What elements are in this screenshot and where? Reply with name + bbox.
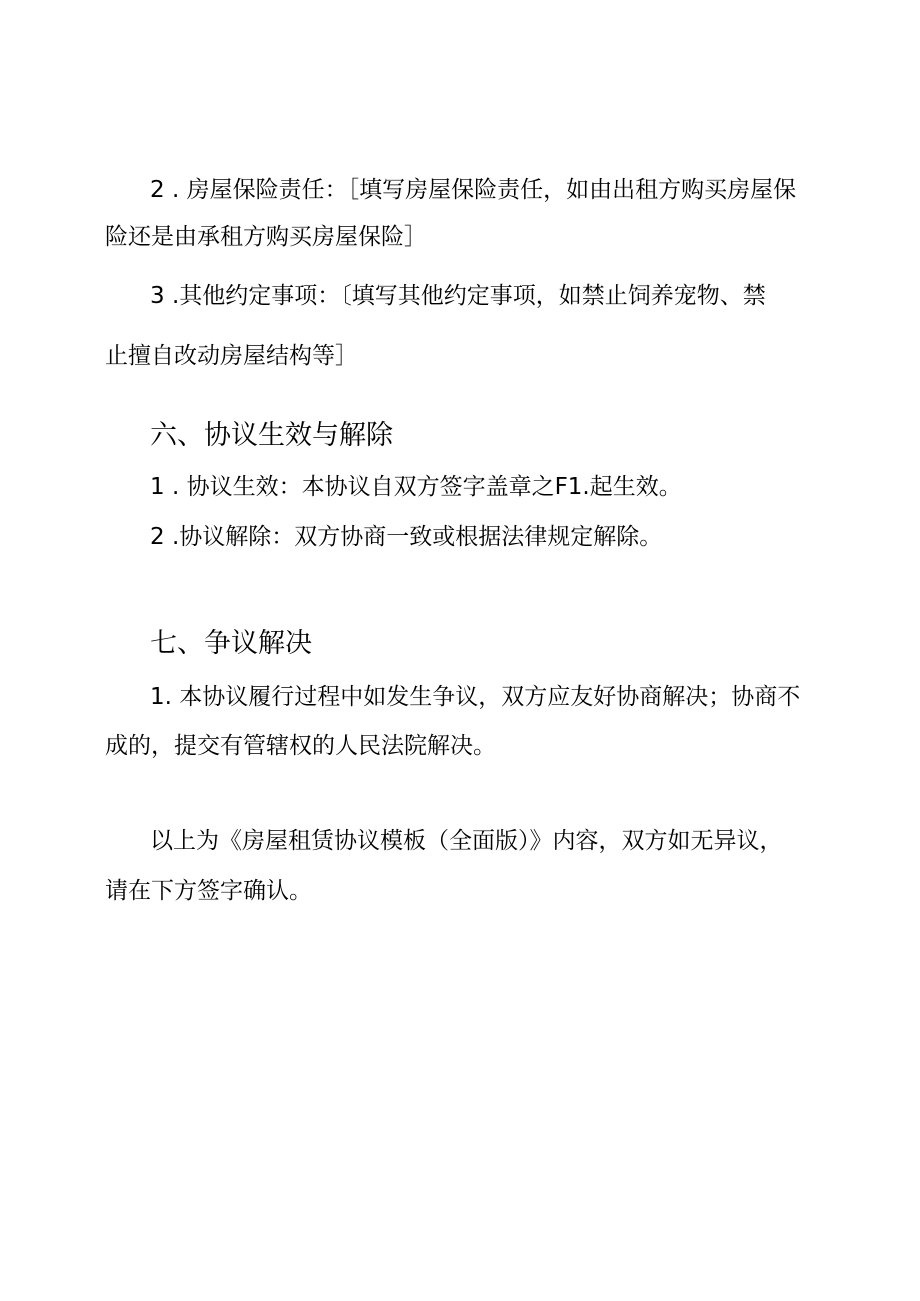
clause-insurance-line1: 2 . 房屋保险责任：［填写房屋保险责任，如由出租方购买房屋保 [150,177,797,203]
clause-other-line1: 3 .其他约定事项：〔填写其他约定事项，如禁止饲养宠物、禁 [150,283,766,309]
clause-termination: 2 .协议解除：双方协商一致或根据法律规定解除。 [150,524,663,550]
section-heading-effect: 六、协议生效与解除 [150,420,393,451]
clause-other-line2: 止擅自改动房屋结构等］ [105,343,358,369]
clause-insurance-line2: 险还是由承租方购买房屋保险］ [105,224,427,250]
clause-dispute-line1: 1. 本协议履行过程中如发生争议，双方应友好协商解决；协商不 [150,684,801,710]
closing-line1: 以上为《房屋租赁协议模板（全面版）》内容，双方如无异议， [150,828,783,854]
section-heading-dispute: 七、争议解决 [150,628,312,659]
clause-effect: 1 . 协议生效：本协议自双方签字盖章之F1.起生效。 [150,474,682,500]
clause-dispute-line2: 成的，提交有管辖权的人民法院解决。 [105,733,496,759]
closing-line2: 请在下方签字确认。 [105,878,312,904]
